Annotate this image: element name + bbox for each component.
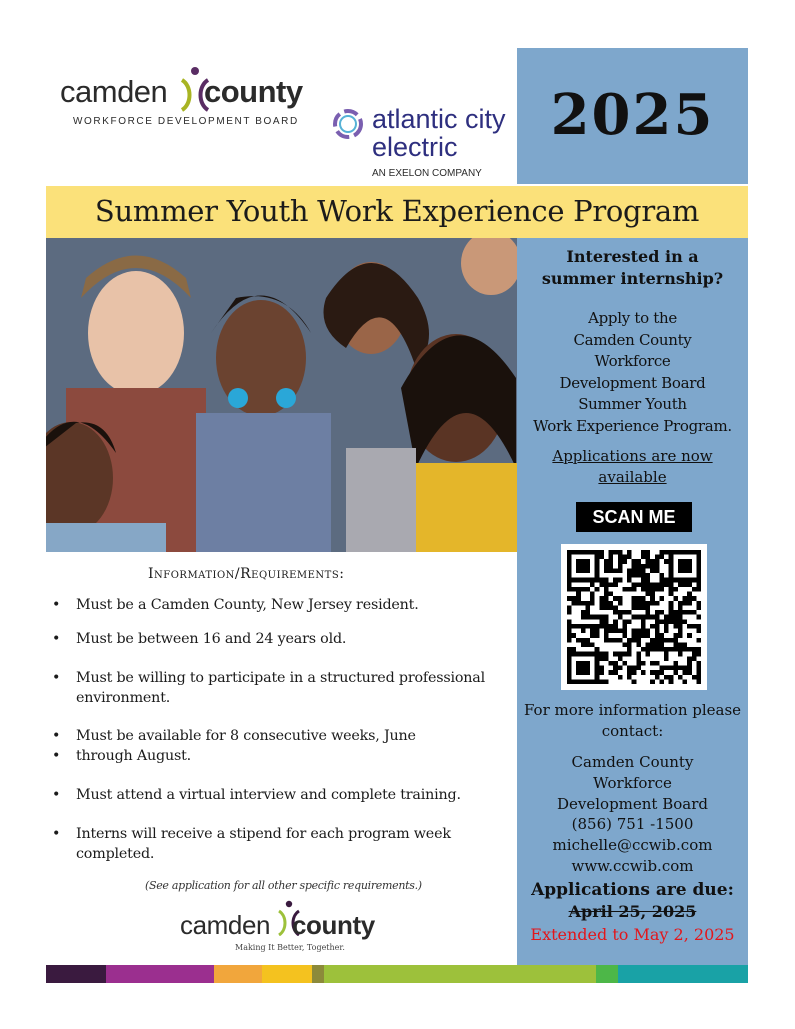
ace-line2: electric (372, 132, 458, 162)
year: 2025 (550, 82, 715, 148)
info-sidebar (517, 238, 748, 965)
requirements-list (52, 595, 512, 864)
scan-me-label: SCAN ME (576, 502, 692, 532)
logo-word-camden: camden (60, 74, 168, 109)
qr-code-icon[interactable] (561, 544, 707, 690)
ace-tagline: AN EXELON COMPANY (372, 168, 482, 179)
sidebar-heading-line: summer internship? (541, 269, 724, 288)
requirement-item: • Must be available for 8 consecutive weeks, June (52, 726, 512, 746)
ace-line1: atlantic city (372, 104, 506, 134)
contact-website[interactable]: www.ccwib.com (571, 856, 694, 875)
year-box (517, 48, 748, 184)
camden-county-logo (60, 66, 320, 132)
color-bar-segment (324, 965, 596, 983)
color-bar-segment (312, 965, 324, 983)
color-bar-segment (618, 965, 748, 983)
applications-due-label: Applications are due: (531, 880, 734, 900)
more-info-text (517, 700, 748, 742)
color-bar-segment (262, 965, 312, 983)
contact-line: Development Board (556, 794, 708, 813)
contact-line: Workforce (593, 773, 672, 792)
logo-subtitle: WORKFORCE DEVELOPMENT BOARD (73, 116, 299, 127)
title-banner (46, 186, 748, 238)
color-bar-segment (46, 965, 106, 983)
camden-county-footer-logo (180, 900, 410, 958)
footer-logo-word-camden: camden (180, 910, 271, 940)
requirement-item: • Must attend a virtual interview and complete training. (52, 785, 512, 805)
requirements-title-text: Information/Requirements: (148, 566, 345, 582)
more-info-line: For more information please (523, 701, 742, 719)
available-line: available (598, 468, 667, 486)
footer-logo-word-county: county (292, 910, 375, 940)
apply-line: Work Experience Program. (533, 416, 732, 435)
qr-code-graphic (567, 550, 701, 684)
contact-block (517, 752, 748, 877)
group-photo (46, 238, 517, 552)
requirement-item: • through August. (52, 746, 512, 766)
apply-line: Summer Youth (578, 395, 687, 413)
apply-line: Workforce (594, 352, 671, 370)
logo-word-county: county (204, 74, 303, 109)
color-bar-segment (214, 965, 262, 983)
atlantic-city-electric-logo (330, 104, 520, 182)
contact-phone[interactable]: (856) 751 -1500 (571, 815, 694, 834)
requirement-item: • Interns will receive a stipend for each program week completed. (52, 824, 512, 864)
apply-line: Development Board (559, 373, 706, 392)
page-title: Summer Youth Work Experience Program (94, 194, 700, 228)
available-line: Applications are now (552, 447, 713, 465)
color-bar-segment (596, 965, 618, 983)
sidebar-heading (517, 246, 748, 290)
applications-available-link[interactable] (517, 446, 748, 488)
contact-line: Camden County (571, 753, 694, 771)
requirement-item: • Must be between 16 and 24 years old. (52, 629, 512, 649)
original-due-date: April 25, 2025 (568, 902, 697, 921)
requirement-item: • Must be willing to participate in a structured professional environment. (52, 668, 512, 708)
bottom-color-bar (46, 965, 748, 983)
requirements-title (148, 566, 344, 582)
atlantic-city-electric-ring-icon (330, 106, 366, 142)
apply-text (517, 308, 748, 437)
contact-email[interactable]: michelle@ccwib.com (552, 836, 713, 855)
footer-logo-tagline: Making It Better, Together. (235, 943, 345, 952)
group-photo-illustration (46, 238, 517, 552)
apply-line: Camden County (573, 330, 692, 349)
color-bar-segment (106, 965, 214, 983)
extended-due-date: Extended to May 2, 2025 (530, 925, 735, 944)
sidebar-heading-line: Interested in a (566, 247, 699, 266)
requirement-item: • Must be a Camden County, New Jersey resident. (52, 595, 512, 615)
requirements-note: (See application for all other specific requirements.) (145, 879, 422, 892)
apply-line: Apply to the (588, 309, 677, 327)
more-info-line: contact: (601, 722, 664, 740)
